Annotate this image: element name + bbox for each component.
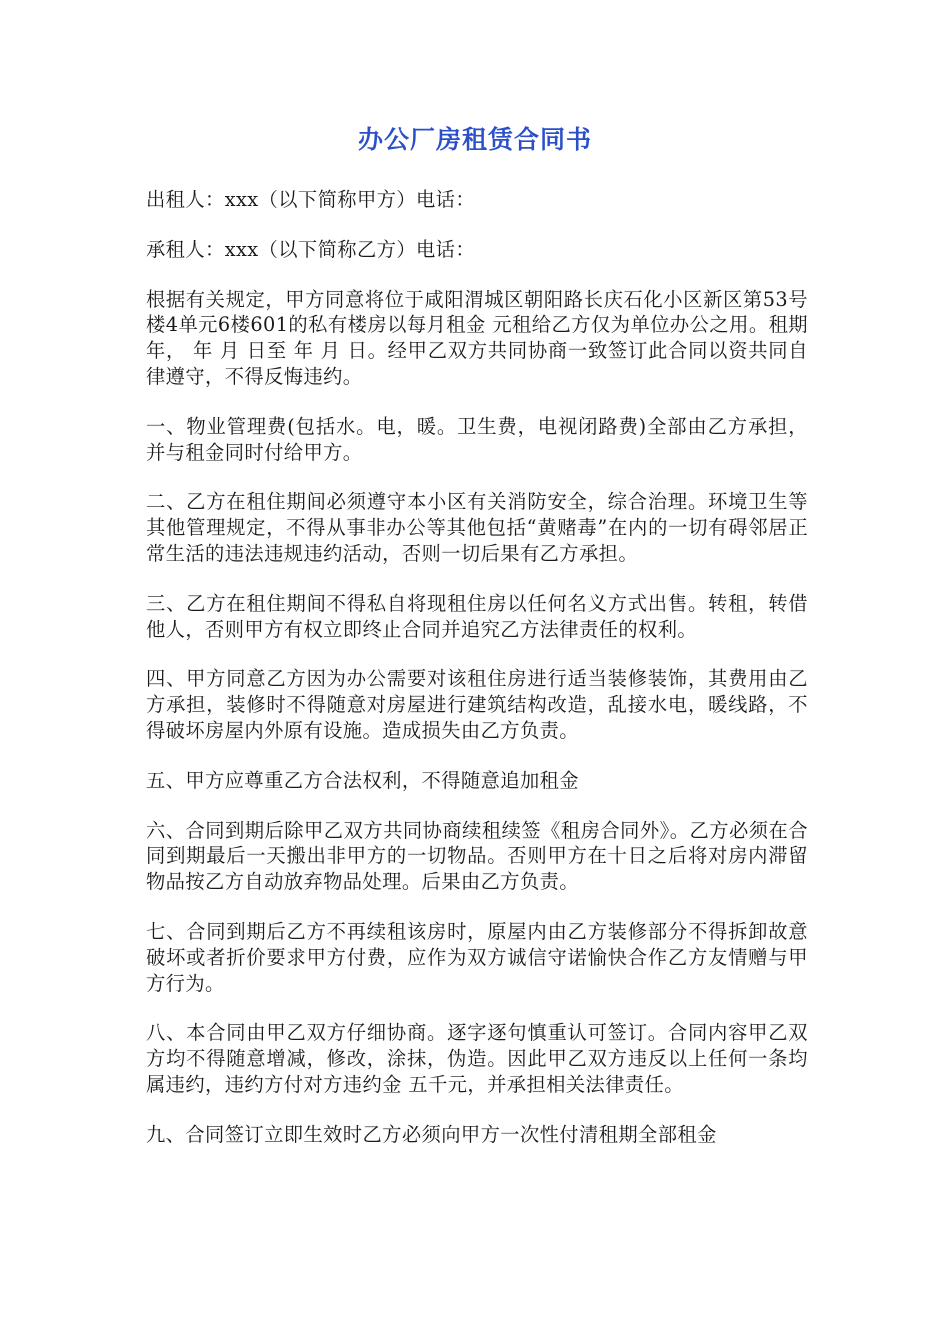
document-body (146, 187, 808, 1172)
clause-4: 四、甲方同意乙方因为办公需要对该租住房进行适当装修装饰，其费用由乙方承担，装修时不得随意对房屋进行建筑结构改造，乱接水电，暖线路，不得破坏房屋内外原有设施。造成损失由乙方负责。 (146, 667, 808, 742)
clause-9: 九、合同签订立即生效时乙方必须向甲方一次性付清租期全部租金 (146, 1122, 717, 1146)
clause-1: 一、物业管理费(包括水。电，暖。卫生费，电视闭路费)全部由乙方承担，并与租金同时付给甲方。 (146, 414, 808, 464)
paragraph-preamble: 根据有关规定，甲方同意将位于咸阳渭城区朝阳路长庆石化小区新区第53号楼4单元6楼601的私有楼房以每月租金 元租给乙方仅为单位办公之用。租期 年， 年 月 日至 年 月 日。经甲乙双方共同协商一致签订此合同以资共同自律遵守，不得反悔违约。 (146, 287, 808, 388)
clause-8: 八、本合同由甲乙双方仔细协商。逐字逐句慎重认可签订。合同内容甲乙双方均不得随意增减，修改，涂抹，伪造。因此甲乙双方违反以上任何一条均属违约，违约方付对方违约金 五千元，并承担相关法律责任。 (146, 1021, 808, 1096)
paragraph-lessor: 出租人：xxx（以下简称甲方）电话： (146, 188, 476, 211)
clause-6: 六、合同到期后除甲乙双方共同协商续租续签《租房合同外》。乙方必须在合同到期最后一天搬出非甲方的一切物品。否则甲方在十日之后将对房内滞留物品按乙方自动放弃物品处理。后果由乙方负责。 (146, 818, 808, 894)
clause-3: 三、乙方在租住期间不得私自将现租住房以任何名义方式出售。转租，转借他人，否则甲方有权立即终止合同并追究乙方法律责任的权利。 (146, 591, 808, 641)
clause-5: 五、甲方应尊重乙方合法权利，不得随意追加租金 (146, 768, 579, 792)
clause-7: 七、合同到期后乙方不再续租该房时，原屋内由乙方装修部分不得拆卸故意破坏或者折价要求甲方付费，应作为双方诚信守诺愉快合作乙方友情赠与甲方行为。 (146, 919, 808, 995)
clause-2: 二、乙方在租住期间必须遵守本小区有关消防安全，综合治理。环境卫生等其他管理规定，不得从事非办公等其他包括“黄赌毒”在内的一切有碍邻居正常生活的违法违规违约活动，否则一切后果有乙方承担。 (146, 490, 808, 565)
paragraph-lessee: 承租人：xxx（以下简称乙方）电话： (146, 237, 476, 261)
document-title: 办公厂房租赁合同书 (357, 125, 592, 154)
